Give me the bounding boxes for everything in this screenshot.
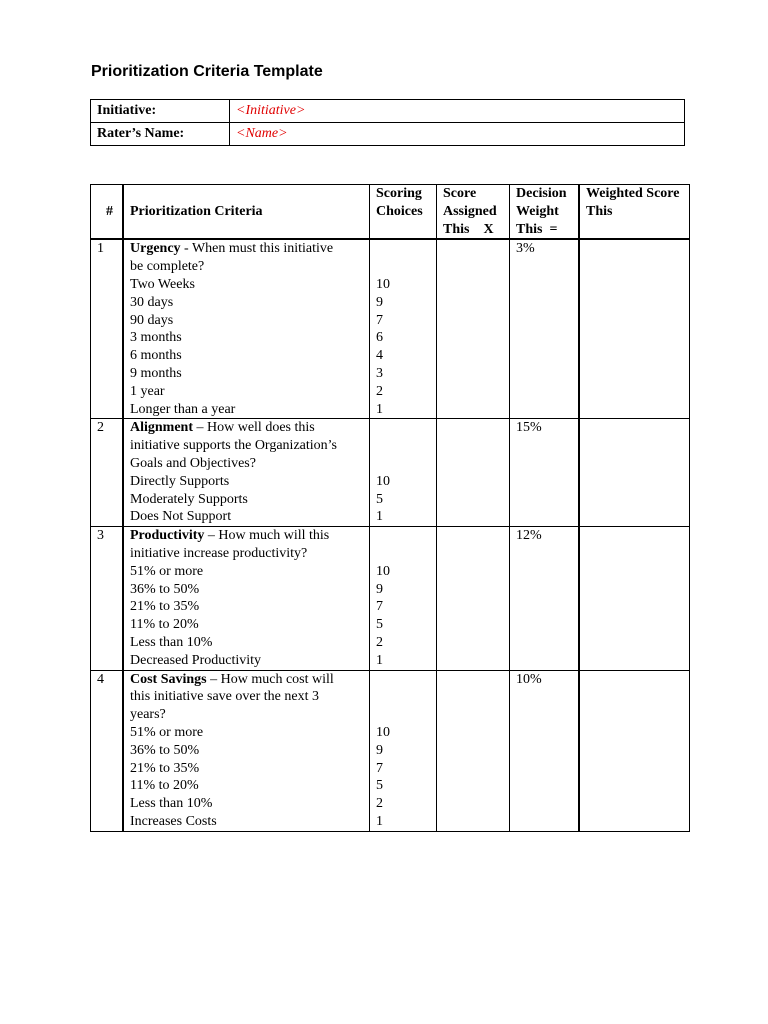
- row-number: 1: [91, 239, 124, 418]
- header-scoring-choices-line1: Scoring: [376, 186, 422, 201]
- header-weight-line1: Decision: [516, 186, 567, 201]
- criteria-table: [90, 184, 690, 832]
- score-assigned-cell[interactable]: [437, 239, 510, 418]
- score-choice: 4: [376, 348, 383, 364]
- decision-weight: 15%: [510, 419, 580, 527]
- scoring-choices-cell: [370, 670, 437, 831]
- score-choice: 5: [376, 617, 383, 633]
- initiative-value[interactable]: <Initiative>: [230, 100, 685, 123]
- header-weighted-score: [579, 185, 690, 240]
- score-choice: 6: [376, 330, 383, 346]
- score-choice: 1: [376, 813, 383, 829]
- score-choice: 2: [376, 383, 383, 399]
- header-number: #: [91, 185, 124, 240]
- score-choice: 7: [376, 760, 383, 776]
- score-choice: 10: [376, 473, 390, 489]
- criteria-option: 21% to 35%: [130, 760, 200, 776]
- criteria-option: 11% to 20%: [130, 778, 199, 794]
- header-score-line2: Assigned: [443, 203, 497, 219]
- row-number: 4: [91, 670, 124, 831]
- criteria-description: - When must this initiative: [180, 241, 334, 257]
- score-choice: 9: [376, 294, 383, 310]
- criteria-cell: [123, 239, 370, 418]
- criteria-cell: [123, 419, 370, 527]
- header-ws-line1: Weighted Score: [586, 186, 680, 201]
- criteria-cell: [123, 527, 370, 670]
- criteria-row: [91, 527, 690, 670]
- header-score-assigned: [437, 185, 510, 240]
- scoring-choices-cell: [370, 419, 437, 527]
- criteria-description: – How well does this: [193, 420, 315, 436]
- score-choice: 2: [376, 796, 383, 812]
- criteria-option: Moderately Supports: [130, 491, 248, 507]
- criteria-cell: [123, 670, 370, 831]
- criteria-option: Less than 10%: [130, 796, 213, 812]
- decision-weight: 3%: [510, 239, 580, 418]
- weighted-score-cell[interactable]: [579, 419, 690, 527]
- criteria-body: [91, 239, 690, 831]
- score-assigned-cell[interactable]: [437, 527, 510, 670]
- score-choice: 10: [376, 276, 390, 292]
- score-choice: 9: [376, 581, 383, 597]
- weighted-score-cell[interactable]: [579, 239, 690, 418]
- score-choice: 5: [376, 778, 383, 794]
- rater-row: [91, 123, 685, 146]
- header-decision-weight: [510, 185, 580, 240]
- header-scoring-choices: [370, 185, 437, 240]
- header-score-line3b: X: [483, 221, 494, 237]
- header-criteria: Prioritization Criteria: [123, 185, 370, 240]
- scoring-choices-cell: [370, 527, 437, 670]
- initiative-info-table: [90, 99, 685, 146]
- criteria-name: Productivity: [130, 528, 205, 544]
- row-number: 3: [91, 527, 124, 670]
- criteria-option: 21% to 35%: [130, 599, 200, 615]
- score-choice: 1: [376, 652, 383, 668]
- score-choice: 5: [376, 491, 383, 507]
- criteria-option: 3 months: [130, 330, 182, 346]
- criteria-description: Goals and Objectives?: [130, 455, 256, 471]
- score-choice: 10: [376, 724, 390, 740]
- score-choice: 1: [376, 401, 383, 417]
- criteria-option: Increases Costs: [130, 813, 217, 829]
- initiative-row: [91, 100, 685, 123]
- score-choice: 1: [376, 509, 383, 525]
- criteria-option: 9 months: [130, 365, 182, 381]
- criteria-option: Less than 10%: [130, 634, 213, 650]
- criteria-name: Alignment: [130, 420, 193, 436]
- criteria-description: be complete?: [130, 259, 205, 275]
- scoring-choices-cell: [370, 239, 437, 418]
- criteria-option: 51% or more: [130, 724, 204, 740]
- header-score-line3a: This: [443, 221, 470, 237]
- rater-value[interactable]: <Name>: [230, 123, 685, 146]
- decision-weight: 10%: [510, 670, 580, 831]
- score-choice: 2: [376, 634, 383, 650]
- criteria-option: 1 year: [130, 383, 165, 399]
- page-title: Prioritization Criteria Template: [91, 63, 323, 80]
- criteria-description: – How much will this: [204, 528, 330, 544]
- header-weight-line3a: This: [516, 221, 543, 237]
- header-scoring-choices-line2: Choices: [376, 203, 423, 219]
- criteria-row: [91, 239, 690, 418]
- rater-label: Rater’s Name:: [91, 123, 230, 146]
- score-choice: 9: [376, 742, 383, 758]
- criteria-option: 11% to 20%: [130, 617, 199, 633]
- initiative-label: Initiative:: [91, 100, 230, 123]
- criteria-option: 6 months: [130, 348, 182, 364]
- criteria-row: [91, 419, 690, 527]
- criteria-option: 30 days: [130, 294, 174, 310]
- criteria-option: Two Weeks: [130, 276, 195, 292]
- criteria-description: initiative supports the Organization’s: [130, 438, 337, 454]
- weighted-score-cell[interactable]: [579, 670, 690, 831]
- criteria-name: Cost Savings: [130, 671, 207, 687]
- criteria-row: [91, 670, 690, 831]
- criteria-option: Decreased Productivity: [130, 652, 262, 668]
- criteria-option: 36% to 50%: [130, 581, 200, 597]
- criteria-description: – How much cost will: [206, 671, 334, 687]
- score-choice: 7: [376, 312, 383, 328]
- criteria-option: Directly Supports: [130, 473, 230, 489]
- criteria-option: Longer than a year: [130, 401, 236, 417]
- criteria-option: 90 days: [130, 312, 174, 328]
- criteria-description: this initiative save over the next 3: [130, 689, 319, 705]
- weighted-score-cell[interactable]: [579, 527, 690, 670]
- header-weight-line2: Weight: [516, 203, 559, 219]
- score-choice: 7: [376, 599, 383, 615]
- criteria-name: Urgency: [130, 241, 181, 257]
- criteria-description: years?: [130, 707, 166, 723]
- score-choice: 10: [376, 563, 390, 579]
- criteria-option: Does Not Support: [130, 509, 232, 525]
- header-weight-line3b: =: [549, 221, 558, 237]
- decision-weight: 12%: [510, 527, 580, 670]
- row-number: 2: [91, 419, 124, 527]
- score-choice: 3: [376, 365, 383, 381]
- criteria-option: 51% or more: [130, 563, 204, 579]
- criteria-header-row: [91, 185, 690, 240]
- criteria-description: initiative increase productivity?: [130, 545, 308, 561]
- header-score-line1: Score: [443, 186, 477, 201]
- score-assigned-cell[interactable]: [437, 419, 510, 527]
- criteria-option: 36% to 50%: [130, 742, 200, 758]
- header-ws-line2: This: [586, 203, 613, 219]
- score-assigned-cell[interactable]: [437, 670, 510, 831]
